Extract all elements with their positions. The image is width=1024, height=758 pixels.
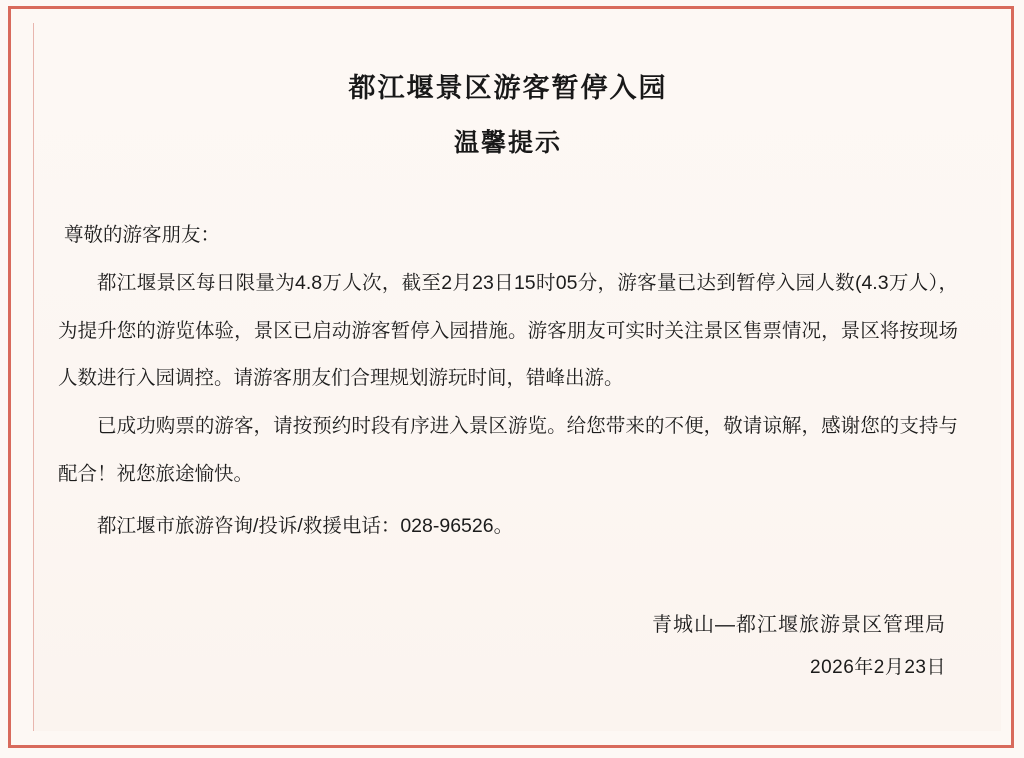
page-subtitle: 温馨提示: [453, 129, 562, 157]
signature-organization: 青城山—都江堰旅游景区管理局: [652, 614, 946, 637]
notice-content: [40, 34, 984, 714]
page-title: 都江堰景区游客暂停入园: [348, 73, 668, 103]
notice-paragraph-2: 已成功购票的游客，请按预约时段有序进入景区游览。给您带来的不便，敬请谅解，感谢您的支持与配合！祝您旅途愉快。: [58, 415, 958, 485]
signature-date: 2026年2月23日: [810, 657, 946, 679]
salutation-text: 尊敬的游客朋友：: [64, 224, 221, 246]
notice-title-block: [58, 68, 958, 162]
signature-block: [58, 606, 958, 686]
notice-body: [58, 212, 958, 550]
notice-paragraph-1: 都江堰景区每日限量为4.8万人次，截至2月23日15时05分，游客量已达到暂停入园人数(4.3万人），为提升您的游览体验，景区已启动游客暂停入园措施。游客朋友可实时关注景区售票情况，景区将按现场人数进行入园调控。请游客朋友们合理规划游玩时间，错峰出游。: [58, 271, 958, 390]
contact-phone-line: 都江堰市旅游咨询/投诉/救援电话：028-96526。: [97, 514, 514, 537]
